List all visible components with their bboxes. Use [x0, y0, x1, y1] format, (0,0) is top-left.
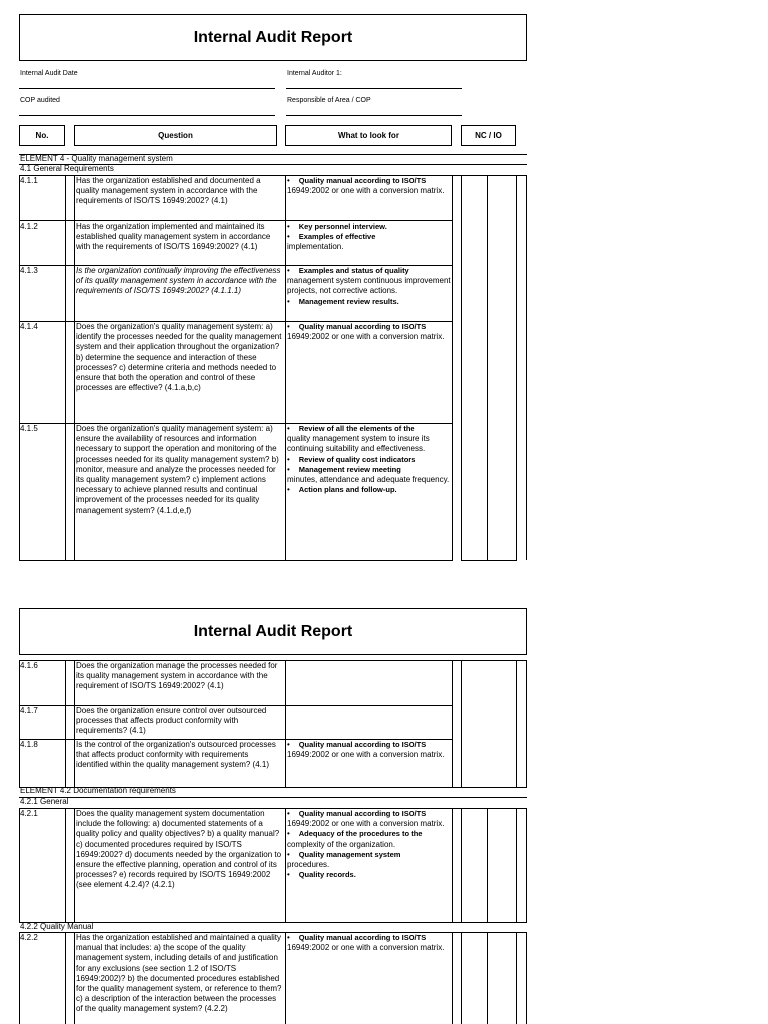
- header-question: Question: [74, 125, 277, 146]
- question-text: Has the organization implemented and maintained its established quality management system in accordance with the requirements of ISO/TS 16949:2002? (4.1): [76, 222, 271, 252]
- audit-date-line[interactable]: [19, 88, 275, 89]
- header-nc: NC / IO: [461, 125, 516, 146]
- look-for: • Key personnel interview. • Examples of effective implementation.: [287, 222, 387, 252]
- question-text: Does the quality management system documentation include the following: a) documented statements of a quality policy and quality objectives? b) a quality manual? c) documented procedures required by ISO/TS 16949:2002? d) documents needed by the organization to ensure the effective planning, operation and control of its processes? e) records required by ISO/TS 16949:2002 (see element 4.2.4)? (4.2.1): [76, 809, 282, 890]
- cop-line[interactable]: [19, 115, 275, 116]
- look-for: • Review of all the elements of the quality management system to insure its continuing suitability and effectiveness. • Review of quality cost indicators • Management review meeting minutes, attendance and adequate frequency. • Action plans and follow-up.: [287, 424, 450, 495]
- look-for: • Quality manual according to ISO/TS 16949:2002 or one with a conversion matrix.: [287, 322, 445, 342]
- element-heading: ELEMENT 4.2 Documentation requirements: [20, 786, 176, 795]
- question-text: Does the organization's quality management system: a) ensure the availability of resources and information necessary to support the operation and monitoring of the processes needed for its quality management system? b) monitor, measure and analyze the processes needed for its quality management system? c) implement actions necessary to achieve planned results and continual improvement of the processes needed for its quality management system? (4.1.d,e,f): [76, 424, 279, 515]
- row-number: 4.1.6: [20, 661, 38, 670]
- header-look: What to look for: [285, 125, 452, 146]
- question-text: Is the organization continually improving the effectiveness of its quality management system in accordance with the requirements of ISO/TS 16949:2002? (4.1.1.1): [76, 266, 281, 296]
- question-text: Has the organization established and maintained a quality manual that includes: a) the scope of the quality management system, including details of and justification for any exclusions (see section 1.2 of ISO/TS 16949:2002)? b) the documented procedures established for the quality management system, or reference to them? c) a description of the interaction between the processes of the quality management system? (4.2.2): [76, 933, 282, 1014]
- look-for: • Quality manual according to ISO/TS 16949:2002 or one with a conversion matrix.: [287, 740, 445, 760]
- row-number: 4.2.2: [20, 933, 38, 942]
- question-text: Does the organization's quality management system: a) identify the processes needed for the quality management system and their application throughout the organization? b) determine the sequence and interaction of these processes? c) determine criteria and methods needed to ensure that both the operation and control of these processes are effective? (4.1.a,b,c): [76, 322, 282, 393]
- page-title: Internal Audit Report: [19, 14, 527, 61]
- auditor-label: Internal Auditor 1:: [287, 70, 342, 77]
- look-for: • Quality manual according to ISO/TS 16949:2002 or one with a conversion matrix.: [287, 933, 445, 953]
- row-number: 4.1.3: [20, 266, 38, 275]
- row-number: 4.1.7: [20, 706, 38, 715]
- element-heading: ELEMENT 4 - Quality management system: [20, 154, 173, 163]
- cop-label: COP audited: [20, 97, 60, 104]
- responsible-label: Responsible of Area / COP: [287, 97, 371, 104]
- row-number: 4.1.1: [20, 176, 38, 185]
- look-for: • Quality manual according to ISO/TS 16949:2002 or one with a conversion matrix.: [287, 176, 445, 196]
- row-number: 4.1.5: [20, 424, 38, 433]
- look-for: • Examples and status of quality management system continuous improvement projects, not corrective actions. • Management review results.: [287, 266, 451, 306]
- question-text: Is the control of the organization's outsourced processes that affects product conformity with requirements identified within the quality management system? (4.1): [76, 740, 276, 770]
- question-text: Does the organization manage the processes needed for its quality management system in accordance with the requirement of ISO/TS 16949:2002? (4.1): [76, 661, 278, 691]
- question-text: Does the organization ensure control over outsourced processes that affects product conformity with requirements? (4.1): [76, 706, 267, 736]
- row-number: 4.2.1: [20, 809, 38, 818]
- section-heading: 4.2.2 Quality Manual: [20, 922, 94, 931]
- row-number: 4.1.8: [20, 740, 38, 749]
- section-heading: 4.1 General Requirements: [20, 164, 114, 173]
- question-text: Has the organization established and documented a quality management system in accordance with the requirements of ISO/TS 16949:2002? (4.1): [76, 176, 261, 206]
- row-number: 4.1.4: [20, 322, 38, 331]
- section-heading: 4.2.1 General: [20, 797, 69, 806]
- header-no: No.: [19, 125, 65, 146]
- audit-date-label: Internal Audit Date: [20, 70, 78, 77]
- auditor-line[interactable]: [286, 88, 462, 89]
- responsible-line[interactable]: [286, 115, 462, 116]
- page-title: Internal Audit Report: [19, 608, 527, 655]
- row-number: 4.1.2: [20, 222, 38, 231]
- look-for: • Quality manual according to ISO/TS 16949:2002 or one with a conversion matrix. • Adequacy of the procedures to the complexity of the organization. • Quality management system procedures. • Quality records.: [287, 809, 445, 880]
